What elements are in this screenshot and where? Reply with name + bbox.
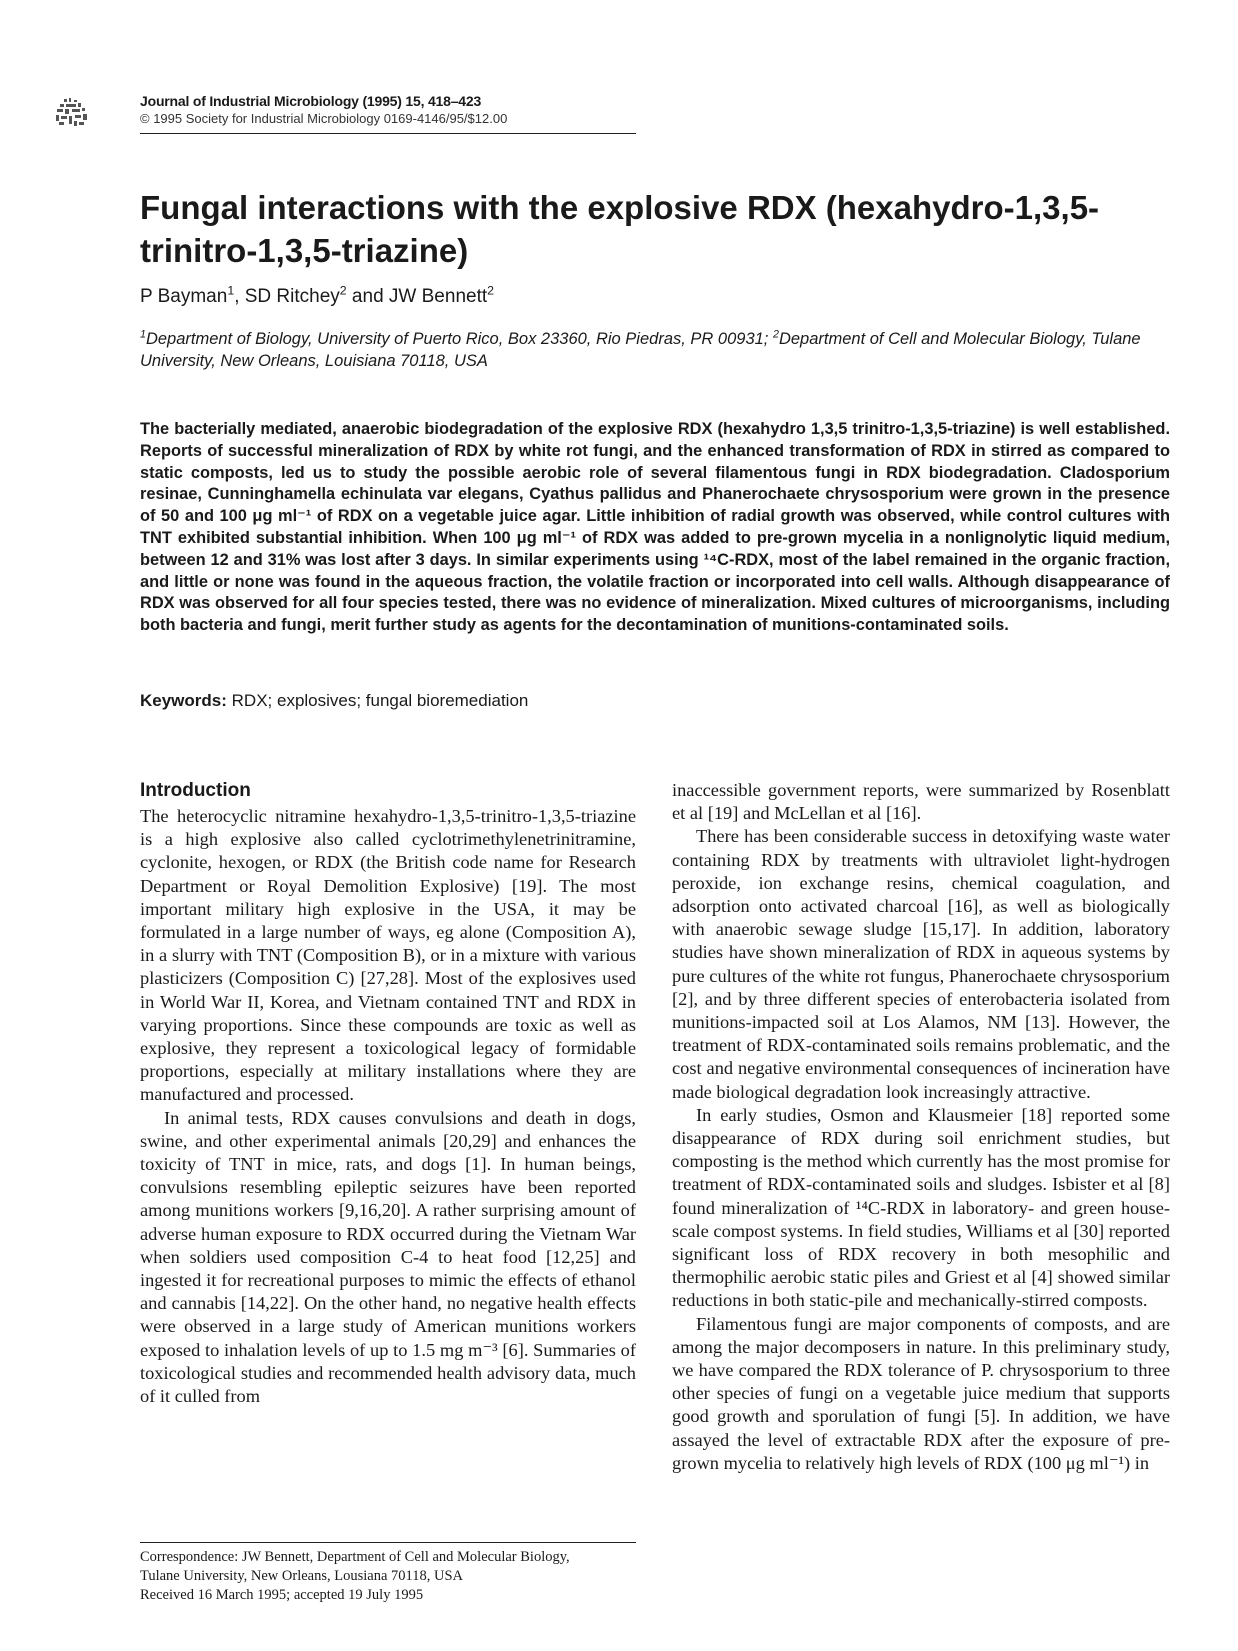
author-name: JW Bennett	[388, 286, 488, 307]
footnote-line: Tulane University, New Orleans, Lousiana 70118, USA	[140, 1568, 463, 1584]
header-rule	[140, 133, 636, 134]
paper-title: Fungal interactions with the explosive RDX (hexahydro-1,3,5-trinitro-1,3,5-triazine)	[140, 189, 1100, 269]
journal-line: Journal of Industrial Microbiology (1995) 15, 418–423	[140, 93, 482, 109]
affiliation-marker: 2	[772, 328, 779, 341]
correspondence-footnote	[140, 1548, 640, 1605]
body-paragraph: There has been considerable success in detoxifying waste water containing RDX by treatments with ultraviolet light-hydrogen peroxide, ion exchange resins, chemical coagulation, and adsorption onto activated charcoal [16], as well as biologically with anaerobic sewage sludge [15,17]. In addition, laboratory studies have shown mineralization of RDX in aqueous systems by pure cultures of the white rot fungus, Phanerochaete chrysosporium [2], and by three different species of enterobacteria isolated from munitions-impacted soil at Los Alamos, NM [13]. However, the treatment of RDX-contaminated soils remains problematic, and the cost and negative environmental consequences of incineration have made biological degradation look increasingly attractive.	[672, 826, 1170, 1102]
affiliation-marker: 2	[487, 283, 495, 298]
body-paragraph: In animal tests, RDX causes convulsions and death in dogs, swine, and other experimental animals [20,29] and enhances the toxicity of TNT in mice, rats, and dogs [1]. In human beings, convulsions resembling epileptic seizures have been reported among munitions workers [9,16,20]. A rather surprising amount of adverse human exposure to RDX occurred during the Vietnam War when soldiers used composition C-4 to heat food [12,25] and ingested it for recreational purposes to mimic the effects of ethanol and cannabis [14,22]. On the other hand, no negative health effects were observed in a large study of American munitions workers exposed to inhalation levels of up to 1.5 mg m⁻³ [6]. Summaries of toxicological studies and recommended health advisory data, much of it culled from	[140, 1107, 636, 1407]
author-separator: ,	[234, 286, 245, 307]
body-column-right	[672, 779, 1170, 1475]
publisher-logo-icon	[54, 97, 90, 129]
body-paragraph: Filamentous fungi are major components of composts, and are among the major decomposers in nature. In this preliminary study, we have compared the RDX tolerance of P. chrysosporium to three other species of fungi on a vegetable juice medium that supports good growth and sporulation of fungi [5]. In addition, we have assayed the level of extractable RDX after the exposure of pre-grown mycelia to relatively high levels of RDX (100 μg ml⁻¹) in	[672, 1313, 1170, 1473]
keywords-label: Keywords:	[140, 691, 227, 710]
author-name: P Bayman	[140, 286, 228, 307]
affiliation-marker: 1	[227, 283, 235, 298]
body-paragraph: The heterocyclic nitramine hexahydro-1,3,5-trinitro-1,3,5-triazine is a high explosive also called cyclotrimethylenetrinitramine, cyclonite, hexogen, or RDX (the British code name for Research Department or Royal Demolition Explosive) [19]. The most important military high explosive in the USA, it may be formulated in a large number of ways, eg alone (Composition A), in a slurry with TNT (Composition B), or in a mixture with various plasticizers (Composition C) [27,28]. Most of the explosives used in World War II, Korea, and Vietnam contained TNT and RDX in varying proportions. Since these compounds are toxic as well as explosive, they represent a toxicological legacy of formidable proportions, especially at military installations where they are manufactured and processed.	[140, 806, 636, 1105]
body-paragraph: inaccessible government reports, were summarized by Rosenblatt et al [19] and McLellan et al [16].	[672, 780, 1170, 824]
section-heading-introduction: Introduction	[140, 780, 251, 801]
affiliation-text: Department of Cell and Molecular Biology, Tulane University, New Orleans, Louisiana 70118, USA	[140, 330, 1141, 370]
footnote-line: Correspondence: JW Bennett, Department of Cell and Molecular Biology,	[140, 1549, 570, 1565]
body-paragraph: In early studies, Osmon and Klausmeier [18] reported some disappearance of RDX during soil enrichment studies, but composting is the method which currently has the most promise for treatment of RDX-contaminated soils and sludges. Isbister et al [8] found mineralization of ¹⁴C-RDX in laboratory- and green house-scale compost systems. In field studies, Williams et al [30] reported significant loss of RDX recovery in both mesophilic and thermophilic aerobic static piles and Griest et al [4] showed similar reductions in both static-pile and mechanically-stirred composts.	[672, 1104, 1170, 1311]
author-separator: and	[346, 286, 389, 307]
journal-citation	[140, 92, 640, 128]
keywords-text: RDX; explosives; fungal bioremediation	[226, 691, 529, 710]
footnote-line: Received 16 March 1995; accepted 19 July 1995	[140, 1587, 424, 1603]
author-name: SD Ritchey	[244, 286, 340, 307]
footnote-rule	[140, 1542, 636, 1543]
abstract: The bacterially mediated, anaerobic biodegradation of the explosive RDX (hexahydro 1,3,5 trinitro-1,3,5-triazine) is well established. Reports of successful mineralization of RDX by white rot fungi, and the enhanced transformation of RDX in stirred as compared to static composts, led us to study the possible aerobic role of several filamentous fungi in RDX biodegradation. Cladosporium resinae, Cunninghamella echinulata var elegans, Cyathus pallidus and Phanerochaete chrysosporium were grown in the presence of 50 and 100 μg ml⁻¹ of RDX on a vegetable juice agar. Little inhibition of radial growth was observed, while control cultures with TNT exhibited substantial inhibition. When 100 μg ml⁻¹ of RDX was added to pre-grown mycelia in a nonlignolytic liquid medium, between 12 and 31% was lost after 3 days. In similar experiments using ¹⁴C-RDX, most of the label remained in the organic fraction, and little or none was found in the aqueous fraction, the volatile fraction or incorporated into cell walls. Although disappearance of RDX was observed for all four species tested, there was no evidence of mineralization. Mixed cultures of microorganisms, including both bacteria and fungi, merit further study as agents for the decontamination of munitions-contaminated soils.	[140, 420, 1170, 635]
affiliation-text: Department of Biology, University of Puerto Rico, Box 23360, Rio Piedras, PR 00931;	[145, 330, 773, 348]
body-column-left	[140, 805, 636, 1408]
affiliation-marker: 2	[339, 283, 347, 298]
affiliations	[140, 328, 1170, 372]
copyright-line: © 1995 Society for Industrial Microbiology 0169-4146/95/$12.00	[140, 111, 508, 126]
affiliation-marker: 1	[140, 328, 146, 341]
keywords	[140, 690, 528, 712]
author-list	[140, 285, 494, 309]
